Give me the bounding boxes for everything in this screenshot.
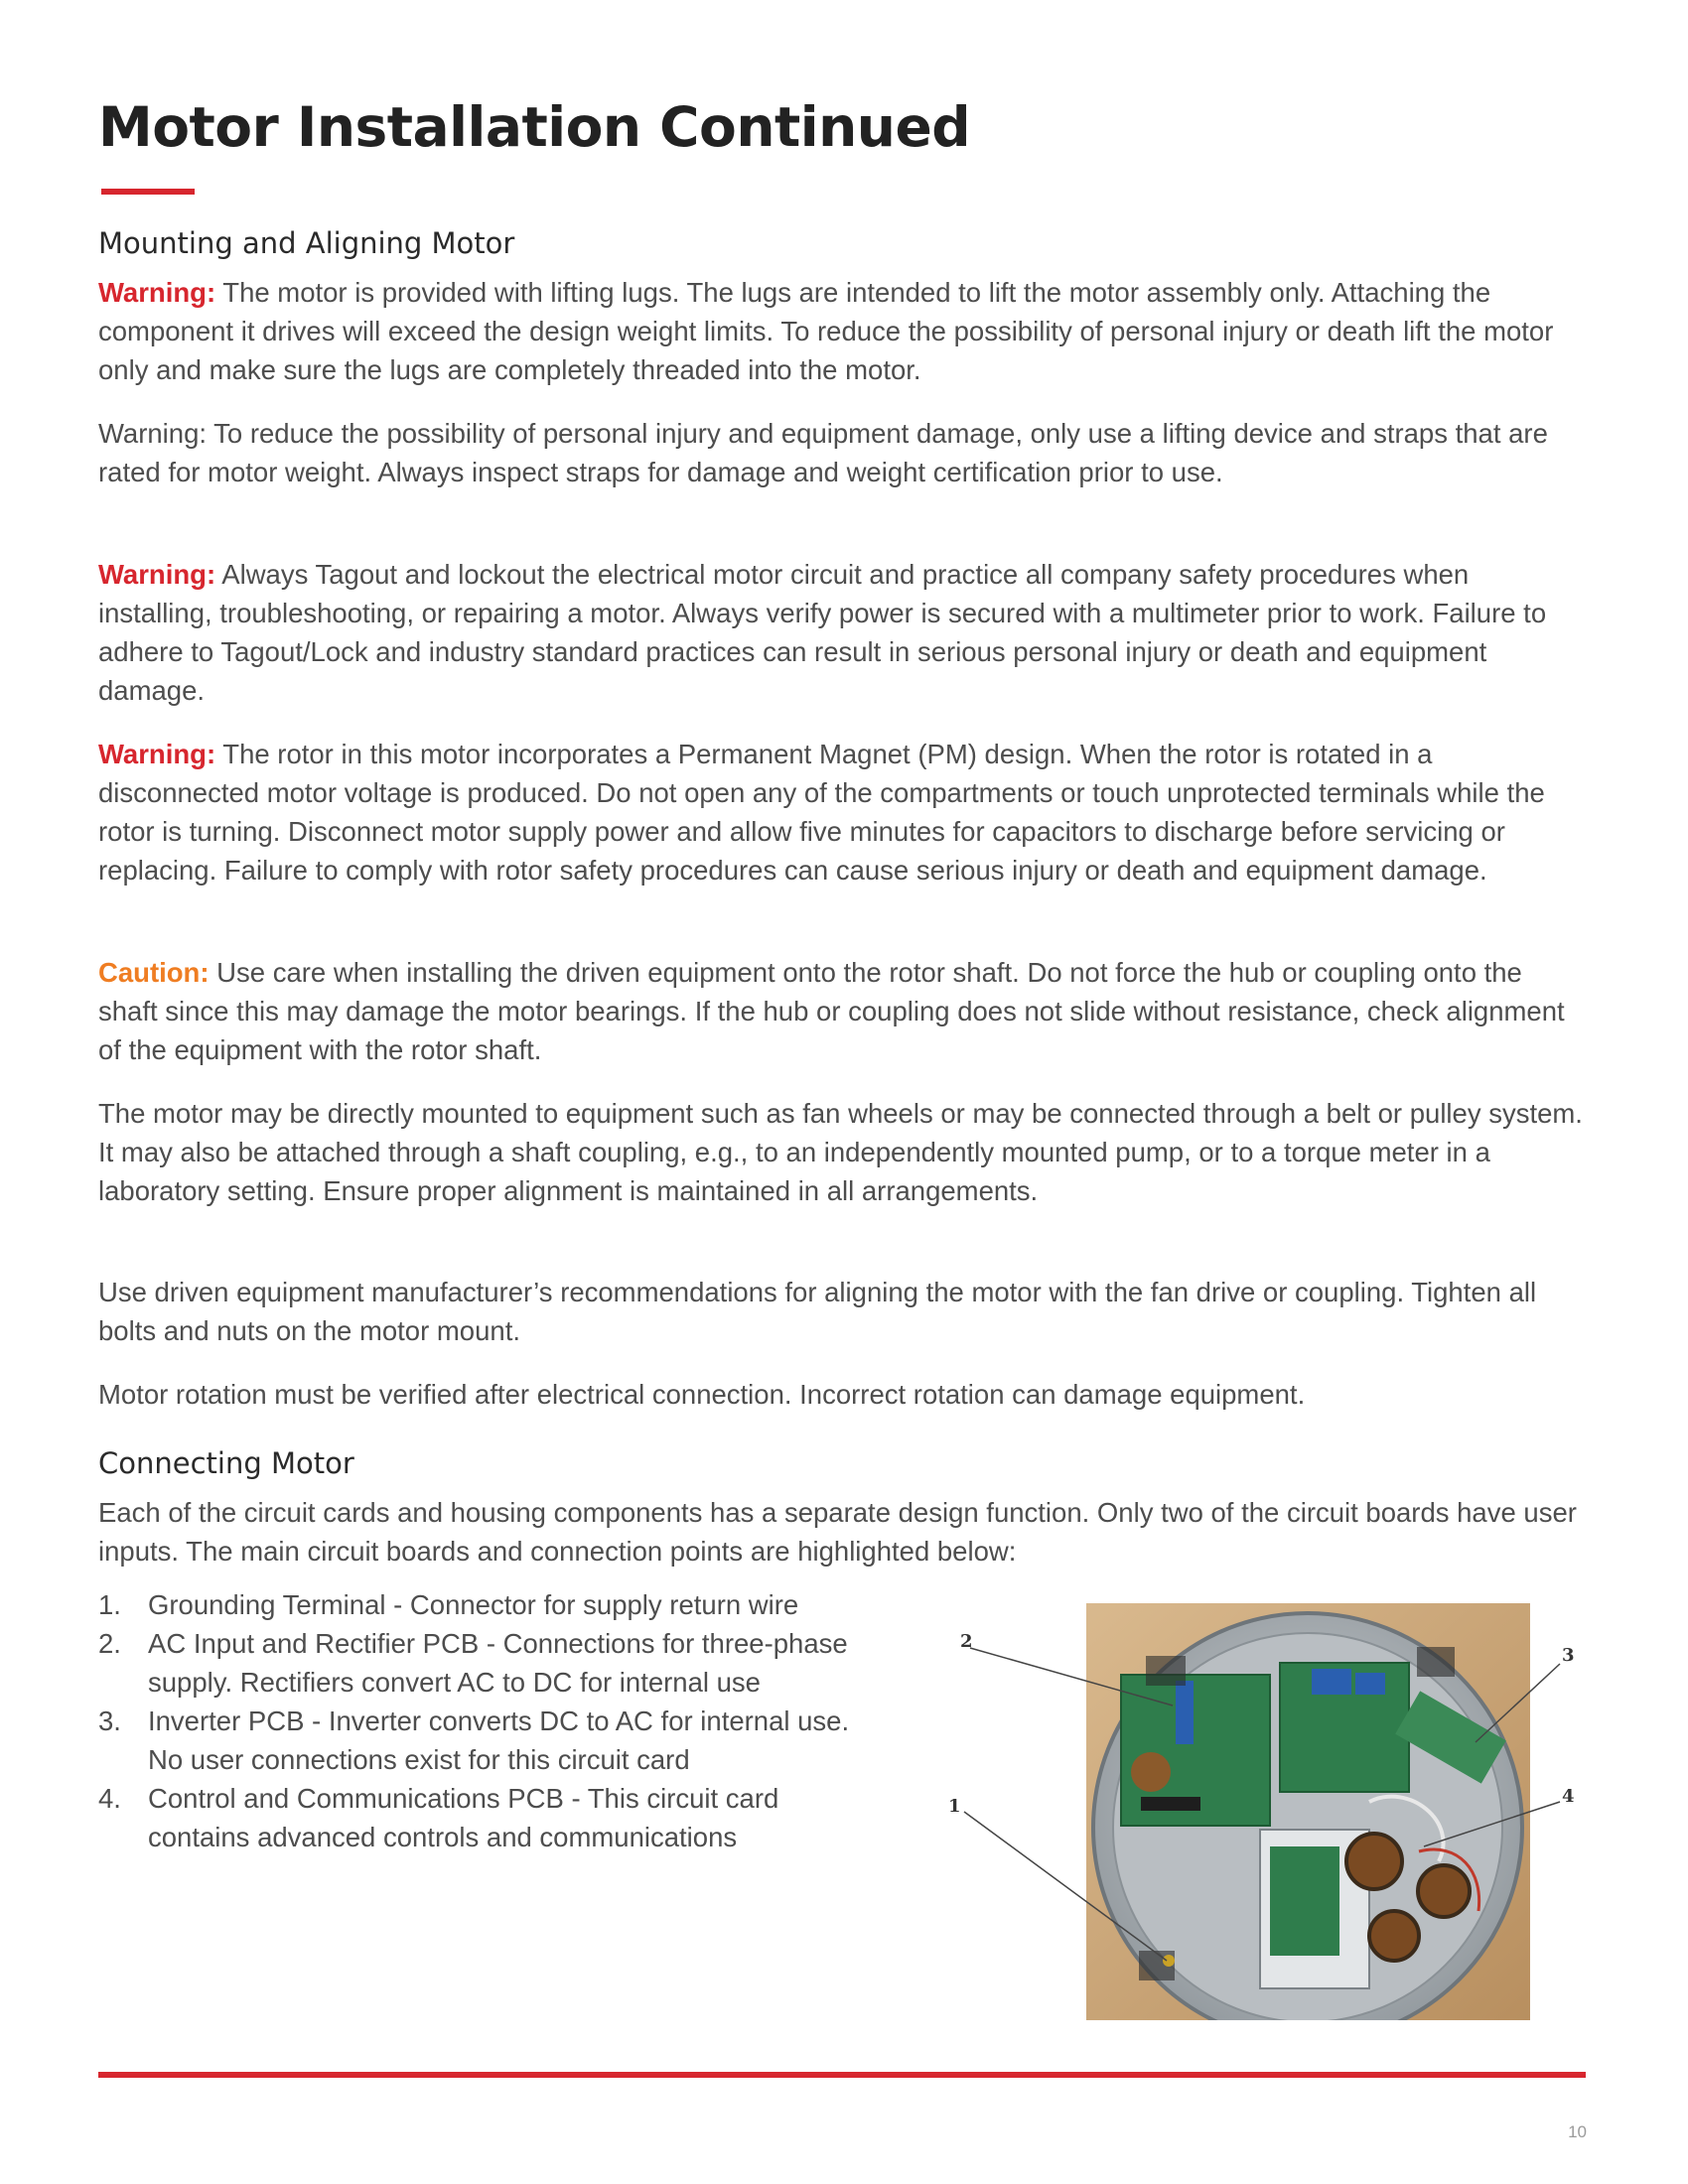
- paragraph-caution-driven-equipment: [98, 953, 1583, 1069]
- list-number: 4.: [98, 1783, 121, 1814]
- list-item: [98, 1702, 853, 1779]
- paragraph-text: Motor rotation must be verified after electrical connection. Incorrect rotation can damage equipment.: [98, 1379, 1306, 1410]
- motor-housing-figure: [942, 1603, 1578, 2020]
- components-list: [98, 1585, 853, 1856]
- caution-label: Caution:: [98, 957, 210, 988]
- paragraph-connecting-intro: [98, 1493, 1583, 1570]
- paragraph-text: Use care when installing the driven equipment onto the rotor shaft. Do not force the hub or coupling onto the shaft since this may damage the motor bearings. If the hub or coupling does not slide without resistance, check alignment of the equipment with the rotor shaft.: [98, 957, 1565, 1065]
- paragraph-rotation: [98, 1375, 1583, 1414]
- page-title: Motor Installation Continued: [98, 95, 971, 159]
- motor-housing-photo: [942, 1603, 1578, 2020]
- warning-label: Warning:: [98, 739, 216, 769]
- paragraph-mounting-options: [98, 1094, 1583, 1210]
- warning-label: Warning:: [98, 559, 216, 590]
- paragraph-text: Warning: To reduce the possibility of personal injury and equipment damage, only use a lifting device and straps that are rated for motor weight. Always inspect straps for damage and weight certification prior to use.: [98, 418, 1548, 487]
- list-item: [98, 1624, 853, 1702]
- paragraph-warning-lifting-lugs: [98, 273, 1583, 389]
- paragraph-alignment: [98, 1273, 1583, 1350]
- callout-label-4: 4: [1562, 1786, 1575, 1807]
- callout-label-2: 2: [960, 1631, 973, 1652]
- list-item: [98, 1779, 853, 1856]
- list-item-text: AC Input and Rectifier PCB - Connections for three-phase supply. Rectifiers convert AC to DC for internal use: [148, 1628, 848, 1698]
- list-item: [98, 1585, 853, 1624]
- footer-rule: [98, 2072, 1586, 2078]
- paragraph-warning-tagout: [98, 555, 1583, 710]
- paragraph-text: Always Tagout and lockout the electrical motor circuit and practice all company safety procedures when installing, troubleshooting, or repairing a motor. Always verify power is secured with a multimeter prior to work. Failure to adhere to Tagout/Lock and industry standard practices can result in serious personal injury or death and equipment damage.: [98, 559, 1547, 706]
- paragraph-text: The rotor in this motor incorporates a Permanent Magnet (PM) design. When the rotor is rotated in a disconnected motor voltage is produced. Do not open any of the compartments or touch unprotected terminals while the rotor is turning. Disconnect motor supply power and allow five minutes for capacitors to discharge before servicing or replacing. Failure to comply with rotor safety procedures can cause serious injury or death and equipment damage.: [98, 739, 1545, 886]
- warning-label: Warning:: [98, 277, 216, 308]
- callout-label-1: 1: [948, 1796, 961, 1817]
- paragraph-text: Each of the circuit cards and housing components has a separate design function. Only two of the circuit boards have user inputs. The main circuit boards and connection points are highlighted below:: [98, 1497, 1577, 1567]
- list-number: 3.: [98, 1706, 121, 1736]
- list-item-text: Inverter PCB - Inverter converts DC to AC for internal use. No user connections exist for this circuit card: [148, 1706, 850, 1775]
- list-item-text: Grounding Terminal - Connector for supply return wire: [148, 1589, 799, 1620]
- paragraph-text: The motor may be directly mounted to equipment such as fan wheels or may be connected through a belt or pulley system. It may also be attached through a shaft coupling, e.g., to an independently mounted pump, or to a torque meter in a laboratory setting. Ensure proper alignment is maintained in all arrangements.: [98, 1098, 1583, 1206]
- paragraph-text: Use driven equipment manufacturer’s recommendations for aligning the motor with the fan drive or coupling. Tighten all bolts and nuts on the motor mount.: [98, 1277, 1537, 1346]
- list-number: 2.: [98, 1628, 121, 1659]
- page-number: 10: [1568, 2122, 1587, 2141]
- title-underline: [101, 189, 195, 195]
- list-number: 1.: [98, 1589, 121, 1620]
- section-heading-mounting: Mounting and Aligning Motor: [98, 226, 515, 260]
- paragraph-warning-rotor: [98, 735, 1583, 889]
- list-item-text: Control and Communications PCB - This circuit card contains advanced controls and communications: [148, 1783, 779, 1852]
- callout-label-3: 3: [1562, 1645, 1575, 1666]
- paragraph-warning-lifting-device: [98, 414, 1583, 491]
- paragraph-text: The motor is provided with lifting lugs. The lugs are intended to lift the motor assembly only. Attaching the component it drives will exceed the design weight limits. To reduce the possibility of personal injury or death lift the motor only and make sure the lugs are completely threaded into the motor.: [98, 277, 1554, 385]
- section-heading-connecting: Connecting Motor: [98, 1446, 354, 1480]
